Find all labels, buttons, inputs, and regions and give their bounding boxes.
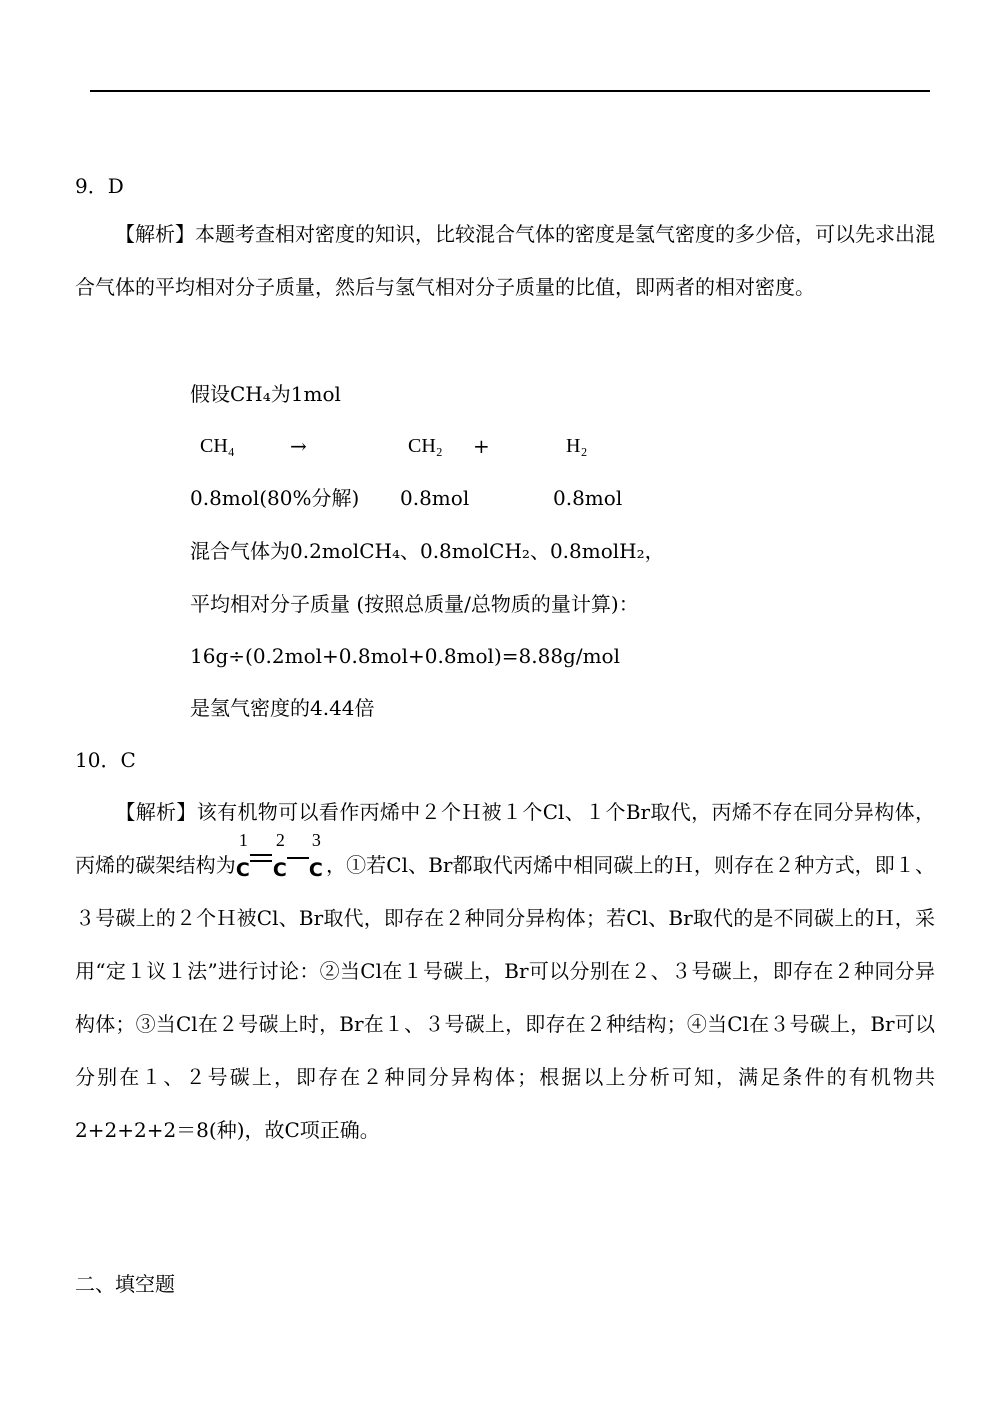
- carbon-atom-1: C: [235, 859, 250, 881]
- carbon-number-1: 1: [238, 830, 248, 850]
- double-bond-line-lower: [250, 860, 272, 862]
- q10-explanation: [75, 786, 935, 1157]
- amount-reactant: 0.8mol(80%分解): [190, 486, 360, 510]
- single-bond-line: [287, 857, 309, 859]
- carbon-number-2: 2: [275, 830, 285, 850]
- q10-answer: 10．C: [75, 748, 136, 772]
- propene-carbon-skeleton: [235, 830, 326, 881]
- amount-product1: 0.8mol: [400, 486, 470, 510]
- section-heading: 二、填空题: [75, 1272, 175, 1296]
- q9-answer: 9．D: [75, 174, 124, 198]
- average-molar-mass-label: 平均相对分子质量 (按照总质量/总物质的量计算)：: [190, 592, 639, 616]
- eq-reactant: CH₄: [200, 435, 235, 457]
- eq-plus: +: [473, 434, 490, 458]
- calculation-line: 16g÷(0.2mol+0.8mol+0.8mol)=8.88g/mol: [190, 644, 620, 668]
- carbon-atom-3: C: [308, 859, 323, 881]
- carbon-atom-2: C: [272, 859, 287, 881]
- q9-assume: 假设CH₄为1mol: [190, 382, 341, 406]
- carbon-number-3: 3: [311, 830, 321, 850]
- amount-product2: 0.8mol: [553, 486, 623, 510]
- eq-arrow: →: [290, 434, 307, 458]
- q10-text-after: ，①若Cl、Br都取代丙烯中相同碳上的Ｈ，则存在２种方式，即１、３号碳上的２个Ｈ被Cl、Br取代，即存在２种同分异构体；若Cl、Br取代的是不同碳上的Ｈ，采用“定１议１法”进行讨论：②当Cl在１号碳上，Br可以分别在２、３号碳上，即存在２种同分异构体；③当Cl在２号碳上时，Br在１、３号碳上，即存在２种结构；④当Cl在３号碳上，Br可以分别在１、２号碳上，即存在２种同分异构体；根据以上分析可知，满足条件的有机物共2+2+2+2＝8(种)，故C项正确。: [75, 853, 935, 1142]
- double-bond-line-upper: [250, 854, 272, 856]
- eq-product2: H₂: [566, 435, 588, 457]
- header-rule: [90, 90, 930, 92]
- q9-explanation-text: 【解析】本题考查相对密度的知识，比较混合气体的密度是氢气密度的多少倍，可以先求出混合气体的平均相对分子质量，然后与氢气相对分子质量的比值，即两者的相对密度。: [75, 222, 935, 299]
- mixture-composition: 混合气体为0.2molCH₄、0.8molCH₂、0.8molH₂，: [190, 539, 665, 563]
- q10-text-before: 【解析】该有机物可以看作丙烯中２个Ｈ被１个Cl、１个Br取代，丙烯不存在同分异构体，丙烯的碳架结构为: [75, 800, 935, 877]
- eq-product1: CH₂: [408, 435, 443, 457]
- result-line: 是氢气密度的4.44倍: [190, 696, 375, 720]
- q9-explanation: [75, 208, 935, 314]
